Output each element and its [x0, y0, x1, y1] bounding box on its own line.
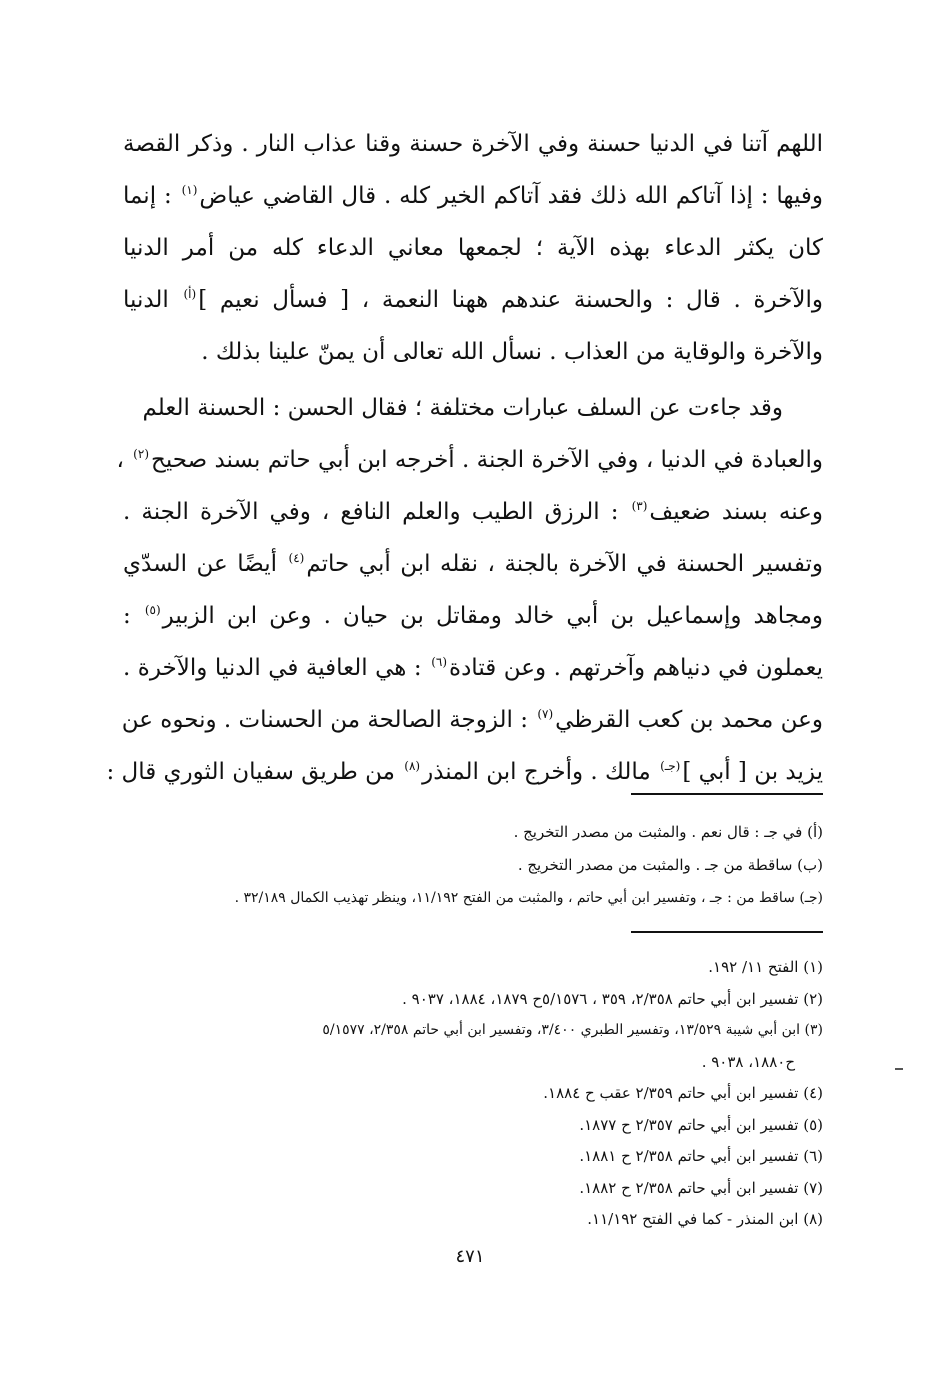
footnote-divider — [631, 931, 823, 933]
footnote-ref: (٦) — [431, 655, 448, 670]
reference-notes — [118, 952, 823, 1236]
text-line: وفيها : إذا آتاكم الله ذلك فقد آتاكم الخير كله . قال القاضي عياض$^{(١)}$ : إنما — [123, 183, 823, 209]
reference-note: (٤) تفسير ابن أبي حاتم ٢/٣٥٩ عقب ح ١٨٨٤. — [543, 1084, 823, 1102]
footnote-divider — [631, 793, 823, 795]
footnote-ref: (جـ) — [660, 759, 681, 774]
editorial-notes — [118, 816, 823, 915]
footnote-ref: (٤) — [288, 551, 305, 566]
footnote-ref: (أ) — [183, 287, 197, 302]
reference-note-continuation: ح١٨٨٠، ٩٠٣٨ . — [701, 1052, 795, 1071]
main-paragraph-1 — [123, 118, 823, 378]
footnote-ref: (٧) — [537, 707, 554, 722]
text-line: والآخرة والوقاية من العذاب . نسأل الله تعالى أن يمنّ علينا بذلك . — [201, 339, 823, 365]
footnote-ref: (٣) — [631, 499, 648, 514]
text-line: يزيد بن [ أبي ]$^{(جـ)}$ مالك . وأخرج ابن المنذر$^{(٨)}$ من طريق سفيان الثوري قال : — [106, 759, 823, 785]
editorial-note: (جـ) ساقط من : جـ ، وتفسير ابن أبي حاتم ، والمثبت من الفتح ١١/١٩٢، وينظر تهذيب الكمال ٣٢/١٨٩ . — [234, 890, 823, 906]
text-line: وقد جاءت عن السلف عبارات مختلفة ؛ فقال الحسن : الحسنة العلم — [142, 395, 783, 421]
text-line: والعبادة في الدنيا ، وفي الآخرة الجنة . أخرجه ابن أبي حاتم بسند صحيح$^{(٢)}$ ، — [116, 447, 823, 473]
text-line: اللهم آتنا في الدنيا حسنة وفي الآخرة حسنة وقنا عذاب النار . وذكر القصة — [123, 131, 823, 157]
editorial-note: (أ) في جـ : قال نعم . والمثبت من مصدر التخريج . — [513, 823, 823, 841]
footnote-ref: (٨) — [404, 759, 421, 774]
reference-note: (١) الفتح ١١/ ١٩٢. — [708, 958, 823, 976]
text-line: يعملون في دنياهم وآخرتهم . وعن قتادة$^{(٦)}$ : هي العافية في الدنيا والآخرة . — [123, 655, 823, 681]
page-number: ٤٧١ — [455, 1246, 485, 1267]
reference-note: (٦) تفسير ابن أبي حاتم ٢/٣٥٨ ح ١٨٨١. — [579, 1147, 823, 1165]
text-line: وعنه بسند ضعيف$^{(٣)}$ : الرزق الطيب والعلم النافع ، وفي الآخرة الجنة . — [123, 499, 823, 525]
reference-note: (٨) ابن المنذر - كما في الفتح ١١/١٩٢. — [587, 1210, 823, 1228]
text-line: والآخرة . قال : والحسنة عندهم ههنا النعمة ، [ فسأل نعيم ]$^{(أ)}$ الدنيا — [123, 287, 823, 313]
reference-note: (٥) تفسير ابن أبي حاتم ٢/٣٥٧ ح ١٨٧٧. — [579, 1115, 823, 1134]
reference-note: (٢) تفسير ابن أبي حاتم ٢/٣٥٨، ٣٥٩ ، ٥/١٥٧٦ح ١٨٧٩، ١٨٨٤، ٩٠٣٧ . — [402, 989, 823, 1008]
scan-speck — [895, 1068, 903, 1070]
text-line: وعن محمد بن كعب القرظي$^{(٧)}$ : الزوجة الصالحة من الحسنات . ونحوه عن — [121, 707, 823, 733]
reference-note: (٧) تفسير ابن أبي حاتم ٢/٣٥٨ ح ١٨٨٢. — [579, 1178, 823, 1197]
main-paragraph-2 — [106, 382, 823, 798]
footnote-ref: (١) — [181, 183, 198, 198]
text-line: كان يكثر الدعاء بهذه الآية ؛ لجمعها معاني الدعاء كله من أمر الدنيا — [123, 235, 823, 261]
text-line: وتفسير الحسنة في الآخرة بالجنة ، نقله ابن أبي حاتم$^{(٤)}$ أيضًا عن السدّي — [123, 551, 823, 577]
editorial-note: (ب) ساقطة من جـ . والمثبت من مصدر التخريج . — [517, 856, 823, 874]
text-line: ومجاهد وإسماعيل بن أبي خالد ومقاتل بن حيان . وعن ابن الزبير$^{(٥)}$ : — [123, 603, 823, 629]
footnote-ref: (٥) — [144, 603, 161, 618]
footnote-ref: (٢) — [133, 447, 149, 462]
reference-note: (٣) ابن أبي شيبة ١٣/٥٢٩، وتفسير الطبري ٣/٤٠٠، وتفسير ابن أبي حاتم ٢/٣٥٨، ٥/١٥٧٧ — [322, 1022, 823, 1038]
